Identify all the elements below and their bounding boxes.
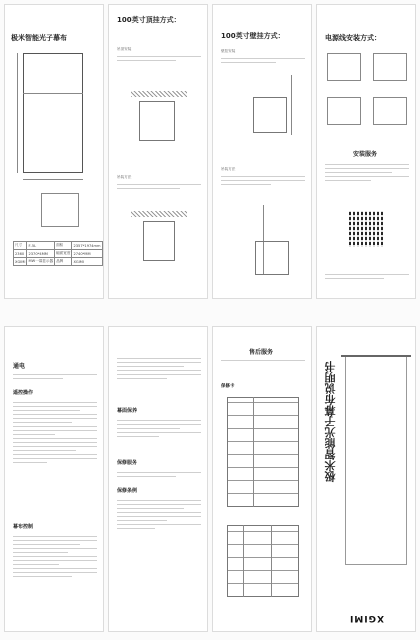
cable-diagram-4 bbox=[373, 97, 407, 125]
table-row: 2360 2370*4MM 幅面宽度 2740*MM bbox=[14, 250, 103, 258]
panel-title: 极米智能光子幕布 bbox=[11, 34, 67, 42]
panel-cover bbox=[316, 326, 416, 632]
section-title: 幕面保养 bbox=[117, 408, 138, 414]
brand-logo: XGIMI bbox=[349, 613, 384, 623]
section-title: 遥控操作 bbox=[13, 390, 34, 396]
ceiling-diagram bbox=[131, 91, 187, 97]
screen-diagram bbox=[23, 53, 83, 173]
ceiling-diagram bbox=[131, 211, 187, 217]
section-title: 幕布控制 bbox=[13, 524, 34, 530]
step-label: 吊装方法 bbox=[117, 175, 132, 179]
panel-power-on bbox=[4, 326, 104, 632]
cable-diagram-2 bbox=[373, 53, 407, 81]
bracket-detail-diagram bbox=[41, 193, 79, 227]
panel-wall-mount bbox=[212, 4, 312, 299]
panel-title: 100英寸顶挂方式： bbox=[117, 16, 181, 24]
panel-title: 通电 bbox=[13, 363, 26, 370]
step-label: 吊装方法 bbox=[221, 167, 236, 171]
wall-line bbox=[291, 75, 292, 135]
table-row: XGIMI MW一幕显示器 品牌 XGIMI bbox=[14, 258, 103, 266]
panel-after-sales bbox=[212, 326, 312, 632]
table-row: 尺寸 F-5L 面积 2357*1974mm bbox=[15, 243, 101, 248]
panel-maintenance bbox=[108, 326, 208, 632]
wall-mount-diagram bbox=[253, 97, 287, 133]
cable-diagram-1 bbox=[327, 53, 361, 81]
panel-product-overview bbox=[4, 4, 104, 299]
cover-title: 极米智能光子幕布说明书 bbox=[324, 361, 337, 482]
panel-ceiling-mount bbox=[108, 4, 208, 299]
warranty-form bbox=[227, 397, 299, 507]
step-label: 壁挂安装 bbox=[221, 49, 236, 53]
panel-power-cable bbox=[316, 4, 416, 299]
repair-record-form bbox=[227, 525, 299, 597]
panel-title: 100英寸壁挂方式： bbox=[221, 32, 285, 40]
step-label: 吊顶安装 bbox=[117, 47, 132, 51]
section-title: 保修服务 bbox=[117, 460, 138, 466]
section-title: 安装服务 bbox=[353, 151, 378, 158]
screen-illustration bbox=[345, 355, 407, 565]
cable-diagram-3 bbox=[327, 97, 361, 125]
spec-table bbox=[13, 241, 103, 266]
panel-title: 售后服务 bbox=[249, 349, 274, 356]
panel-title: 电源线安装方式： bbox=[325, 34, 381, 42]
wall-mount-diagram bbox=[255, 241, 289, 275]
section-title: 保修卡 bbox=[221, 384, 235, 389]
section-title: 保修条例 bbox=[117, 488, 138, 494]
mount-diagram bbox=[139, 101, 175, 141]
mount-diagram bbox=[143, 221, 175, 261]
